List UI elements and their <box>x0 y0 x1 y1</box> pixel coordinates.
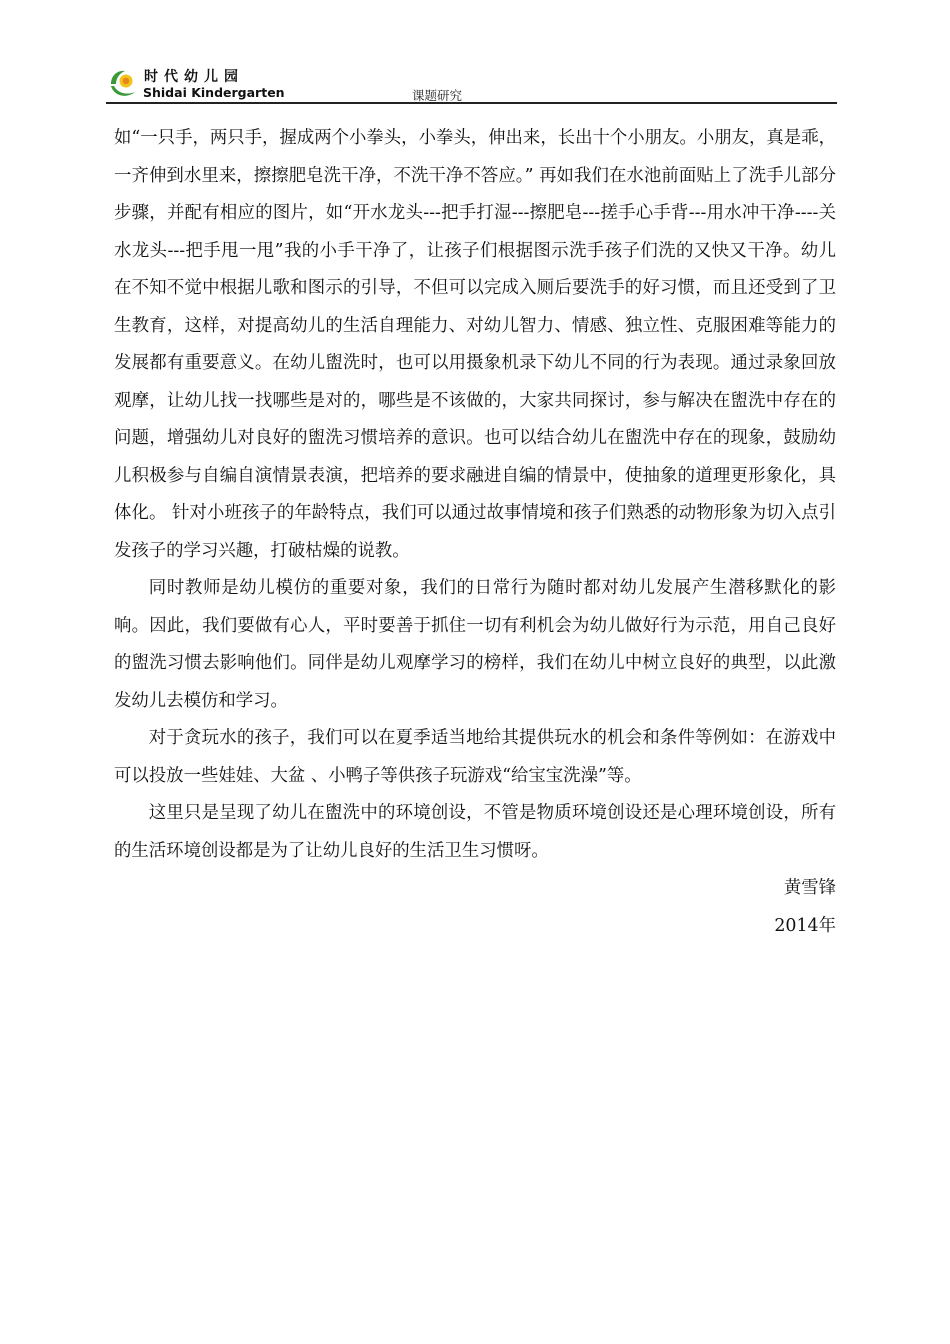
page-header <box>106 66 837 104</box>
document-body <box>114 120 836 945</box>
header-subtitle: 课题研究 <box>412 88 463 103</box>
logo-english-name: Shidai Kindergarten <box>143 85 285 100</box>
logo-chinese-name: 时代幼儿园 <box>144 69 244 85</box>
author-signature: 黄雪锋 <box>783 878 836 898</box>
signature-year: 2014年 <box>774 915 836 936</box>
paragraph-1: 如“一只手，两只手，握成两个小拳头，小拳头，伸出来，长出十个小朋友。小朋友，真是乖，一齐伸到水里来，擦擦肥皂洗干净，不洗干净不答应。” 再如我们在水池前面贴上了洗手儿部分步骤，并配有相应的图片，如“开水龙头---把手打湿---擦肥皂---搓手心手背---用水冲干净----关水龙头---把手甩一甩”我的小手干净了，让孩子们根据图示洗手孩子们洗的又快又干净。幼儿在不知不觉中根据儿歌和图示的引导，不但可以完成入厕后要洗手的好习惯，而且还受到了卫生教育，这样，对提高幼儿的生活自理能力、对幼儿智力、情感、独立性、克服困难等能力的发展都有重要意义。在幼儿盥洗时，也可以用摄象机录下幼儿不同的行为表现。通过录象回放观摩，让幼儿找一找哪些是对的，哪些是不该做的，大家共同探讨，参与解决在盥洗中存在的问题，增强幼儿对良好的盥洗习惯培养的意识。也可以结合幼儿在盥洗中存在的现象，鼓励幼儿积极参与自编自演情景表演，把培养的要求融进自编的情景中，使抽象的道理更形象化，具体化。 针对小班孩子的年龄特点，我们可以通过故事情境和孩子们熟悉的动物形象为切入点引发孩子的学习兴趣，打破枯燥的说教。 <box>114 128 836 561</box>
header-divider <box>106 102 837 104</box>
kindergarten-logo-icon <box>108 68 138 100</box>
paragraph-2: 同时教师是幼儿模仿的重要对象，我们的日常行为随时都对幼儿发展产生潜移默化的影响。因此，我们要做有心人，平时要善于抓住一切有利机会为幼儿做好行为示范，用自己良好的盥洗习惯去影响他们。同伴是幼儿观摩学习的榜样，我们在幼儿中树立良好的典型，以此激发幼儿去模仿和学习。 <box>114 578 836 711</box>
paragraph-4: 这里只是呈现了幼儿在盥洗中的环境创设，不管是物质环境创设还是心理环境创设，所有的生活环境创设都是为了让幼儿良好的生活卫生习惯呀。 <box>114 803 836 861</box>
paragraph-3: 对于贪玩水的孩子，我们可以在夏季适当地给其提供玩水的机会和条件等例如：在游戏中可以投放一些娃娃、大盆 、小鸭子等供孩子玩游戏“给宝宝洗澡”等。 <box>114 728 836 786</box>
